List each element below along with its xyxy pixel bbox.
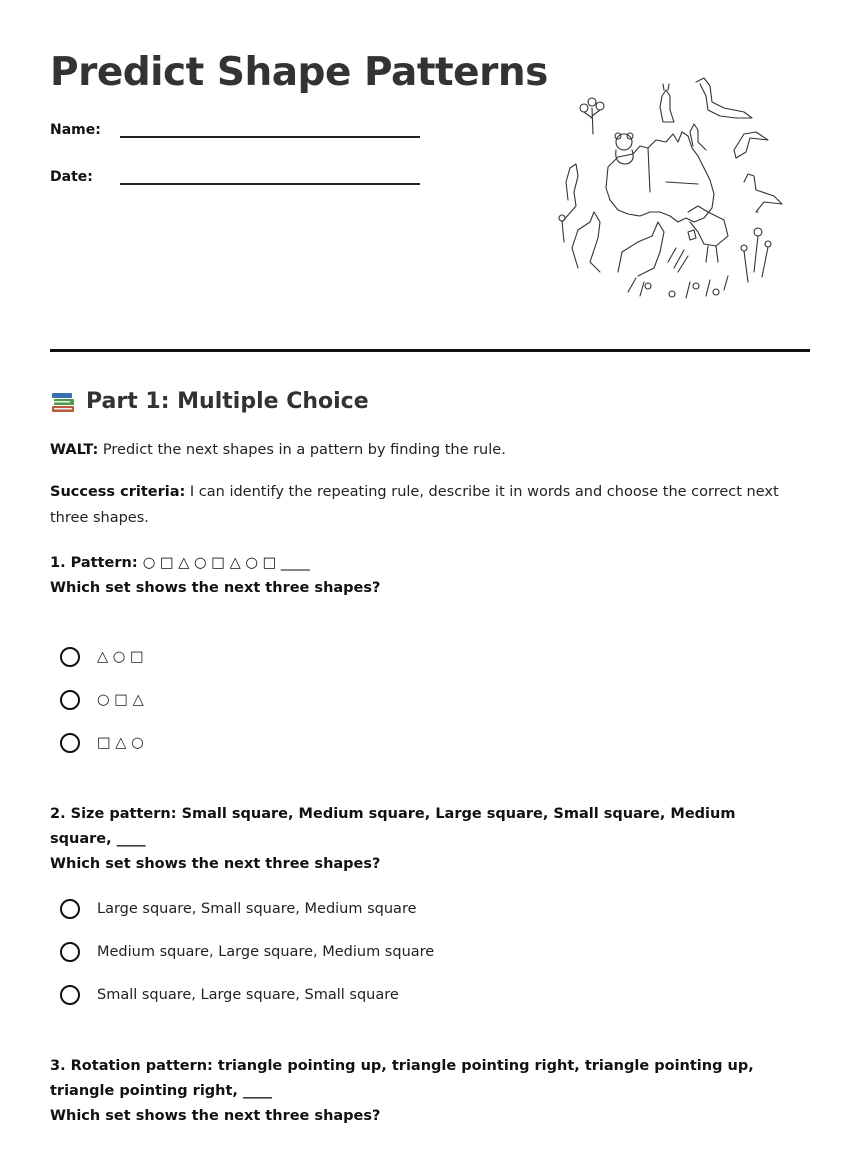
radio-button[interactable] [60, 985, 80, 1005]
option-label: Large square, Small square, Medium square [97, 901, 417, 917]
question-2-prompt: Small square, Medium square, Large square, Small square, Medium square, ____ [50, 806, 736, 847]
radio-button[interactable] [60, 942, 80, 962]
question-3-number: 3. Rotation pattern: [50, 1058, 213, 1074]
walt-paragraph [50, 437, 800, 463]
section-divider [50, 349, 810, 352]
walt-text: Predict the next shapes in a pattern by finding the rule. [102, 442, 506, 458]
question-1-ask: Which set shows the next three shapes? [50, 580, 381, 596]
australia-animals-illustration-icon [548, 72, 788, 312]
worksheet-title: Predict Shape Patterns [50, 50, 548, 95]
walt-label: WALT: [50, 442, 99, 458]
question-3-prompt: triangle pointing up, triangle pointing right, triangle pointing up, triangle pointing right, ____ [50, 1058, 754, 1099]
question-1 [50, 551, 790, 601]
date-line[interactable] [120, 183, 420, 185]
option-label: □ △ ○ [97, 735, 144, 751]
radio-button[interactable] [60, 647, 80, 667]
success-label: Success criteria: [50, 484, 186, 500]
question-2-option-3[interactable] [60, 982, 399, 1008]
question-2-number: 2. Size pattern: [50, 806, 177, 822]
option-label: Small square, Large square, Small square [97, 987, 399, 1003]
radio-button[interactable] [60, 899, 80, 919]
option-label: ○ □ △ [97, 692, 144, 708]
question-3 [50, 1054, 790, 1129]
question-2-ask: Which set shows the next three shapes? [50, 856, 381, 872]
books-icon [50, 390, 76, 414]
question-1-option-1[interactable] [60, 644, 144, 670]
option-label: Medium square, Large square, Medium square [97, 944, 435, 960]
part1-heading-text: Part 1: Multiple Choice [86, 389, 369, 414]
part1-heading [50, 389, 369, 414]
question-2-option-1[interactable] [60, 896, 417, 922]
question-2 [50, 802, 790, 877]
question-1-prompt: ○ □ △ ○ □ △ ○ □ ____ [142, 555, 310, 571]
question-2-option-2[interactable] [60, 939, 434, 965]
date-field[interactable] [50, 169, 120, 185]
success-text: I can identify the repeating rule, describe it in words and choose the correct next three shapes. [50, 484, 779, 526]
success-criteria-paragraph [50, 479, 800, 531]
name-label: Name: [50, 122, 101, 138]
radio-button[interactable] [60, 733, 80, 753]
name-line[interactable] [120, 136, 420, 138]
date-label: Date: [50, 169, 93, 185]
option-label: △ ○ □ [97, 649, 144, 665]
name-field[interactable] [50, 122, 120, 138]
radio-button[interactable] [60, 690, 80, 710]
question-1-option-3[interactable] [60, 730, 144, 756]
question-1-number: 1. Pattern: [50, 555, 138, 571]
question-1-option-2[interactable] [60, 687, 144, 713]
question-3-ask: Which set shows the next three shapes? [50, 1108, 381, 1124]
